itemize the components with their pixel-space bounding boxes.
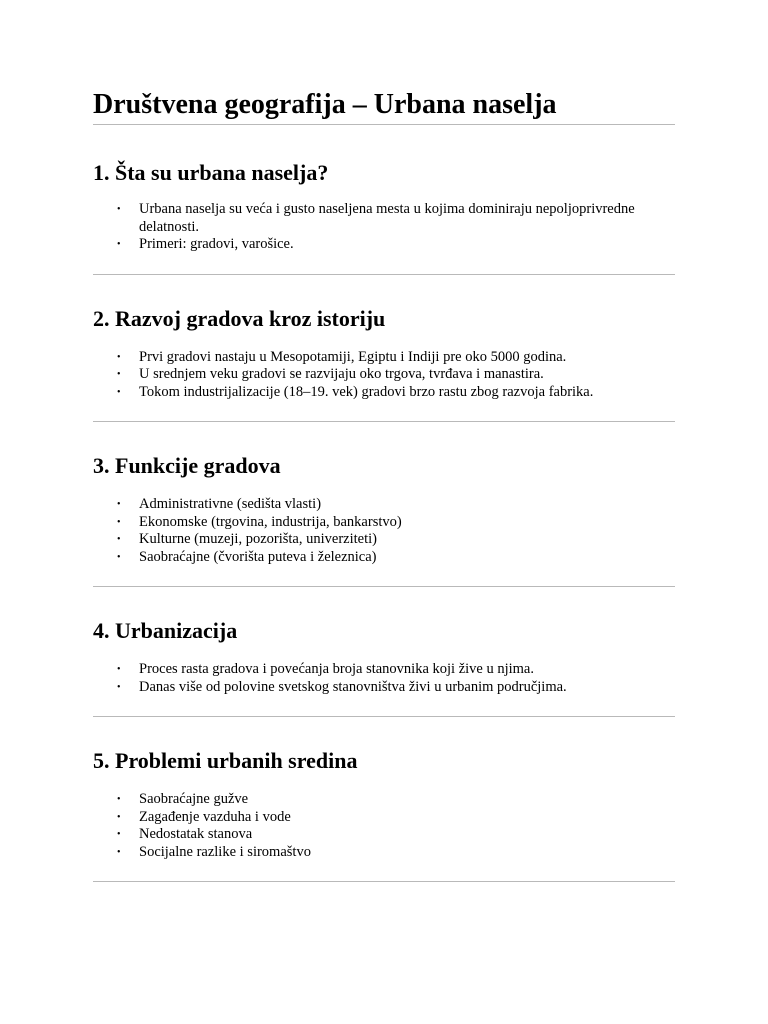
list-item-text: Primeri: gradovi, varošice. (139, 236, 294, 252)
bullet-list (93, 201, 675, 254)
bullet-list (93, 791, 675, 861)
list-item-text: U srednjem veku gradovi se razvijaju oko trgova, tvrđava i manastira. (139, 366, 544, 382)
list-item (117, 236, 675, 254)
bullet-icon: • (117, 499, 121, 510)
section-city-history (93, 305, 675, 423)
bullet-icon: • (117, 681, 121, 693)
bullet-icon: • (117, 516, 121, 528)
section-heading: 4. Urbanizacija (93, 618, 238, 643)
list-item (117, 531, 675, 549)
bullet-icon: • (117, 369, 121, 380)
list-item (117, 201, 675, 236)
list-item (117, 548, 675, 567)
bullet-icon: • (117, 204, 121, 215)
list-item-text: Nedostatak stanova (139, 826, 253, 842)
section-divider (93, 421, 675, 422)
bullet-list (93, 496, 675, 566)
list-item-text: Tokom industrijalizacije (18–19. vek) gradovi brzo rastu zbog razvoja fabrika. (139, 383, 594, 400)
list-item-text: Prvi gradovi nastaju u Mesopotamiji, Egiptu i Indiji pre oko 5000 godina. (139, 348, 567, 365)
bullet-icon: • (117, 239, 121, 250)
list-item-text: Danas više od polovine svetskog stanovništva živi u urbanim područjima. (139, 678, 567, 695)
document-title: Društvena geografija – Urbana naselja (93, 89, 557, 120)
list-item-text: Administrativne (sedišta vlasti) (139, 496, 322, 512)
section-heading: 1. Šta su urbana naselja? (93, 160, 329, 185)
section-heading: 5. Problemi urbanih sredina (93, 748, 358, 773)
bullet-icon: • (117, 664, 121, 675)
section-urbanization (93, 617, 675, 717)
bullet-list (93, 349, 675, 402)
bullet-icon: • (117, 386, 121, 398)
list-item (117, 678, 675, 697)
list-item-text: Kulturne (muzeji, pozorišta, univerziteti) (139, 531, 377, 547)
bullet-icon: • (117, 551, 121, 563)
section-heading: 3. Funkcije gradova (93, 453, 281, 478)
list-item (117, 513, 675, 532)
bullet-list (93, 661, 675, 696)
list-item-text: Ekonomske (trgovina, industrija, bankarstvo) (139, 513, 402, 530)
bullet-icon: • (117, 351, 121, 363)
list-item (117, 661, 675, 679)
list-item (117, 808, 675, 827)
bullet-icon: • (117, 811, 121, 823)
bullet-icon: • (117, 534, 121, 545)
section-divider (93, 274, 675, 275)
list-item (117, 843, 675, 862)
list-item (117, 383, 675, 402)
section-divider (93, 716, 675, 717)
list-item (117, 348, 675, 367)
bullet-icon: • (117, 846, 121, 858)
list-item (117, 791, 675, 809)
list-item (117, 366, 675, 384)
bullet-icon: • (117, 794, 121, 805)
section-urban-settlements (93, 159, 675, 275)
list-item-text: Socijalne razlike i siromaštvo (139, 843, 311, 860)
list-item (117, 496, 675, 514)
list-item (117, 826, 675, 844)
list-item-text: Proces rasta gradova i povećanja broja stanovnika koji žive u njima. (139, 661, 534, 677)
list-item-text: Zagađenje vazduha i vode (139, 808, 291, 825)
section-urban-problems (93, 747, 675, 882)
list-item-text: Saobraćajne gužve (139, 791, 249, 807)
list-item-text: Urbana naselja su veća i gusto naseljena mesta u kojima dominiraju nepoljoprivredne delatnosti. (139, 201, 635, 235)
section-divider (93, 586, 675, 587)
title-divider (93, 124, 675, 125)
section-divider (93, 881, 675, 882)
list-item-text: Saobraćajne (čvorišta puteva i železnica) (139, 548, 377, 565)
section-heading: 2. Razvoj gradova kroz istoriju (93, 305, 386, 331)
section-city-functions (93, 452, 675, 587)
bullet-icon: • (117, 829, 121, 840)
